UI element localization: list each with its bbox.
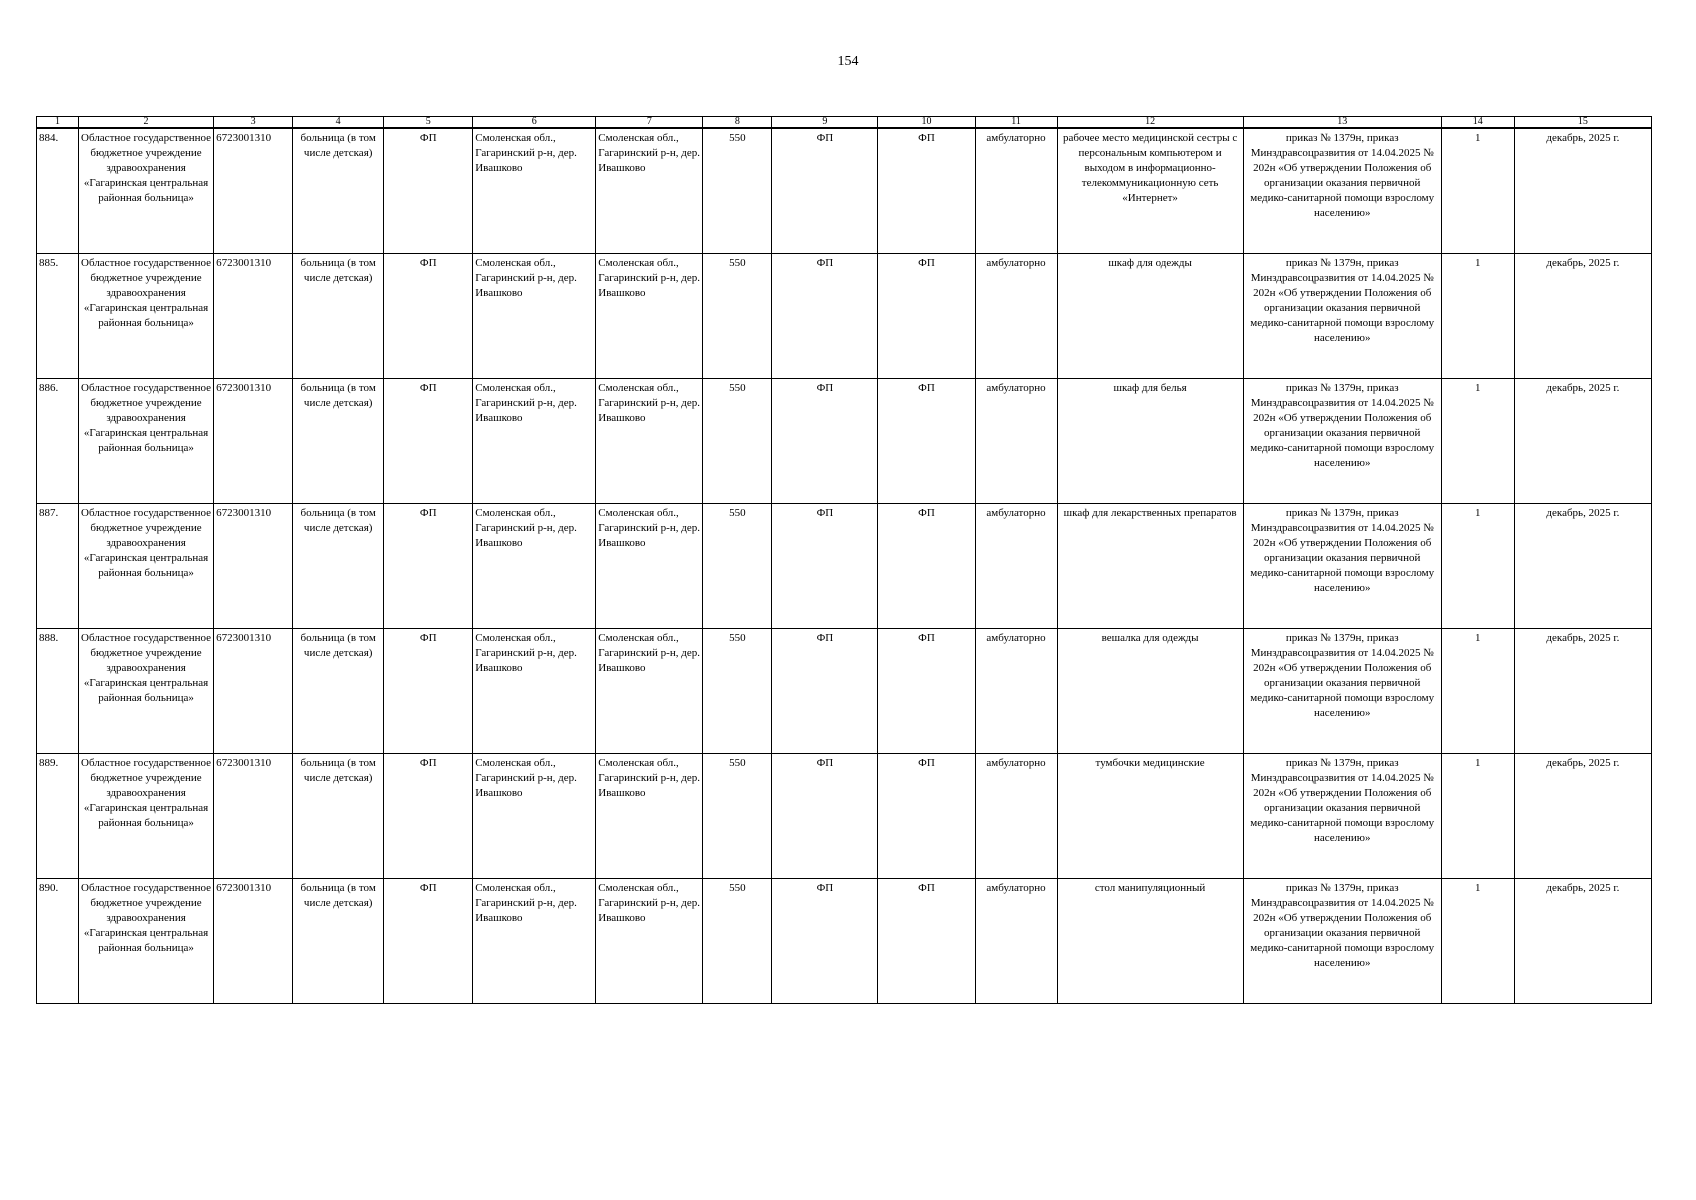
unit: ФП xyxy=(384,879,473,1004)
deadline: декабрь, 2025 г. xyxy=(1514,629,1651,754)
table-row xyxy=(37,754,1652,879)
equipment-item: стол манипуляционный xyxy=(1057,879,1243,1004)
unit: ФП xyxy=(384,629,473,754)
inn: 6723001310 xyxy=(214,504,293,629)
quantity: 1 xyxy=(1441,504,1514,629)
address: Смоленская обл., Гагаринский р-н, дер. Ивашково xyxy=(473,879,596,1004)
table-row xyxy=(37,254,1652,379)
code: 550 xyxy=(703,504,772,629)
inn: 6723001310 xyxy=(214,629,293,754)
facility-type: больница (в том числе детская) xyxy=(293,879,384,1004)
col9-value: ФП xyxy=(772,879,878,1004)
deadline: декабрь, 2025 г. xyxy=(1514,879,1651,1004)
row-number: 884. xyxy=(37,128,79,254)
quantity: 1 xyxy=(1441,754,1514,879)
care-mode: амбулаторно xyxy=(975,754,1057,879)
facility-type: больница (в том числе детская) xyxy=(293,254,384,379)
deadline: декабрь, 2025 г. xyxy=(1514,379,1651,504)
equipment-item: вешалка для одежды xyxy=(1057,629,1243,754)
equipment-item: рабочее место медицинской сестры с персональным компьютером и выходом в информационно-телекоммуникационную сеть «Интернет» xyxy=(1057,128,1243,254)
col9-value: ФП xyxy=(772,754,878,879)
legal-basis: приказ № 1379н, приказ Минздравсоцразвития от 14.04.2025 № 202н «Об утверждении Положения об организации оказания первичной медико-санитарной помощи взрослому населению» xyxy=(1243,879,1441,1004)
code: 550 xyxy=(703,379,772,504)
column-header: 11 xyxy=(975,117,1057,129)
column-header: 14 xyxy=(1441,117,1514,129)
address: Смоленская обл., Гагаринский р-н, дер. Ивашково xyxy=(596,379,703,504)
quantity: 1 xyxy=(1441,254,1514,379)
unit: ФП xyxy=(384,379,473,504)
row-number: 888. xyxy=(37,629,79,754)
care-mode: амбулаторно xyxy=(975,879,1057,1004)
legal-basis: приказ № 1379н, приказ Минздравсоцразвития от 14.04.2025 № 202н «Об утверждении Положения об организации оказания первичной медико-санитарной помощи взрослому населению» xyxy=(1243,254,1441,379)
col9-value: ФП xyxy=(772,379,878,504)
inn: 6723001310 xyxy=(214,128,293,254)
organization-name: Областное государственное бюджетное учреждение здравоохранения «Гагаринская центральная районная больница» xyxy=(79,254,214,379)
column-header: 8 xyxy=(703,117,772,129)
quantity: 1 xyxy=(1441,379,1514,504)
page-number: 154 xyxy=(837,54,859,69)
facility-type: больница (в том числе детская) xyxy=(293,754,384,879)
code: 550 xyxy=(703,254,772,379)
legal-basis: приказ № 1379н, приказ Минздравсоцразвития от 14.04.2025 № 202н «Об утверждении Положения об организации оказания первичной медико-санитарной помощи взрослому населению» xyxy=(1243,128,1441,254)
code: 550 xyxy=(703,879,772,1004)
deadline: декабрь, 2025 г. xyxy=(1514,754,1651,879)
facility-type: больница (в том числе детская) xyxy=(293,629,384,754)
address: Смоленская обл., Гагаринский р-н, дер. Ивашково xyxy=(596,128,703,254)
facility-type: больница (в том числе детская) xyxy=(293,504,384,629)
deadline: декабрь, 2025 г. xyxy=(1514,254,1651,379)
column-header: 3 xyxy=(214,117,293,129)
column-header: 13 xyxy=(1243,117,1441,129)
equipment-item: шкаф для белья xyxy=(1057,379,1243,504)
organization-name: Областное государственное бюджетное учреждение здравоохранения «Гагаринская центральная районная больница» xyxy=(79,629,214,754)
column-header: 15 xyxy=(1514,117,1651,129)
col9-value: ФП xyxy=(772,254,878,379)
column-header: 1 xyxy=(37,117,79,129)
organization-name: Областное государственное бюджетное учреждение здравоохранения «Гагаринская центральная районная больница» xyxy=(79,504,214,629)
column-header: 10 xyxy=(878,117,975,129)
address: Смоленская обл., Гагаринский р-н, дер. Ивашково xyxy=(473,754,596,879)
unit: ФП xyxy=(384,128,473,254)
table-row xyxy=(37,879,1652,1004)
care-mode: амбулаторно xyxy=(975,254,1057,379)
row-number: 885. xyxy=(37,254,79,379)
care-mode: амбулаторно xyxy=(975,504,1057,629)
address: Смоленская обл., Гагаринский р-н, дер. Ивашково xyxy=(596,879,703,1004)
address: Смоленская обл., Гагаринский р-н, дер. Ивашково xyxy=(473,128,596,254)
header-row xyxy=(37,117,1652,129)
col10-value: ФП xyxy=(878,629,975,754)
row-number: 886. xyxy=(37,379,79,504)
inn: 6723001310 xyxy=(214,254,293,379)
address: Смоленская обл., Гагаринский р-н, дер. Ивашково xyxy=(596,504,703,629)
care-mode: амбулаторно xyxy=(975,128,1057,254)
column-header: 12 xyxy=(1057,117,1243,129)
row-number: 889. xyxy=(37,754,79,879)
unit: ФП xyxy=(384,254,473,379)
deadline: декабрь, 2025 г. xyxy=(1514,504,1651,629)
row-number: 887. xyxy=(37,504,79,629)
code: 550 xyxy=(703,629,772,754)
table-row xyxy=(37,128,1652,254)
column-header: 4 xyxy=(293,117,384,129)
code: 550 xyxy=(703,128,772,254)
equipment-item: тумбочки медицинские xyxy=(1057,754,1243,879)
column-header: 7 xyxy=(596,117,703,129)
col10-value: ФП xyxy=(878,754,975,879)
care-mode: амбулаторно xyxy=(975,379,1057,504)
care-mode: амбулаторно xyxy=(975,629,1057,754)
address: Смоленская обл., Гагаринский р-н, дер. Ивашково xyxy=(473,254,596,379)
legal-basis: приказ № 1379н, приказ Минздравсоцразвития от 14.04.2025 № 202н «Об утверждении Положения об организации оказания первичной медико-санитарной помощи взрослому населению» xyxy=(1243,379,1441,504)
inn: 6723001310 xyxy=(214,754,293,879)
quantity: 1 xyxy=(1441,629,1514,754)
column-header: 2 xyxy=(79,117,214,129)
quantity: 1 xyxy=(1441,879,1514,1004)
address: Смоленская обл., Гагаринский р-н, дер. Ивашково xyxy=(596,254,703,379)
code: 550 xyxy=(703,754,772,879)
col9-value: ФП xyxy=(772,504,878,629)
facility-type: больница (в том числе детская) xyxy=(293,379,384,504)
equipment-item: шкаф для лекарственных препаратов xyxy=(1057,504,1243,629)
address: Смоленская обл., Гагаринский р-н, дер. Ивашково xyxy=(473,504,596,629)
col10-value: ФП xyxy=(878,379,975,504)
col9-value: ФП xyxy=(772,629,878,754)
col10-value: ФП xyxy=(878,128,975,254)
organization-name: Областное государственное бюджетное учреждение здравоохранения «Гагаринская центральная районная больница» xyxy=(79,379,214,504)
row-number: 890. xyxy=(37,879,79,1004)
table-row xyxy=(37,379,1652,504)
legal-basis: приказ № 1379н, приказ Минздравсоцразвития от 14.04.2025 № 202н «Об утверждении Положения об организации оказания первичной медико-санитарной помощи взрослому населению» xyxy=(1243,504,1441,629)
col10-value: ФП xyxy=(878,504,975,629)
address: Смоленская обл., Гагаринский р-н, дер. Ивашково xyxy=(473,379,596,504)
organization-name: Областное государственное бюджетное учреждение здравоохранения «Гагаринская центральная районная больница» xyxy=(79,879,214,1004)
equipment-table xyxy=(36,116,1652,1004)
facility-type: больница (в том числе детская) xyxy=(293,128,384,254)
equipment-item: шкаф для одежды xyxy=(1057,254,1243,379)
legal-basis: приказ № 1379н, приказ Минздравсоцразвития от 14.04.2025 № 202н «Об утверждении Положения об организации оказания первичной медико-санитарной помощи взрослому населению» xyxy=(1243,629,1441,754)
column-header: 5 xyxy=(384,117,473,129)
table-row xyxy=(37,504,1652,629)
address: Смоленская обл., Гагаринский р-н, дер. Ивашково xyxy=(473,629,596,754)
table-row xyxy=(37,629,1652,754)
address: Смоленская обл., Гагаринский р-н, дер. Ивашково xyxy=(596,754,703,879)
unit: ФП xyxy=(384,504,473,629)
quantity: 1 xyxy=(1441,128,1514,254)
column-header: 9 xyxy=(772,117,878,129)
inn: 6723001310 xyxy=(214,879,293,1004)
organization-name: Областное государственное бюджетное учреждение здравоохранения «Гагаринская центральная районная больница» xyxy=(79,754,214,879)
col10-value: ФП xyxy=(878,254,975,379)
organization-name: Областное государственное бюджетное учреждение здравоохранения «Гагаринская центральная районная больница» xyxy=(79,128,214,254)
col10-value: ФП xyxy=(878,879,975,1004)
deadline: декабрь, 2025 г. xyxy=(1514,128,1651,254)
inn: 6723001310 xyxy=(214,379,293,504)
address: Смоленская обл., Гагаринский р-н, дер. Ивашково xyxy=(596,629,703,754)
col9-value: ФП xyxy=(772,128,878,254)
unit: ФП xyxy=(384,754,473,879)
legal-basis: приказ № 1379н, приказ Минздравсоцразвития от 14.04.2025 № 202н «Об утверждении Положения об организации оказания первичной медико-санитарной помощи взрослому населению» xyxy=(1243,754,1441,879)
column-header: 6 xyxy=(473,117,596,129)
